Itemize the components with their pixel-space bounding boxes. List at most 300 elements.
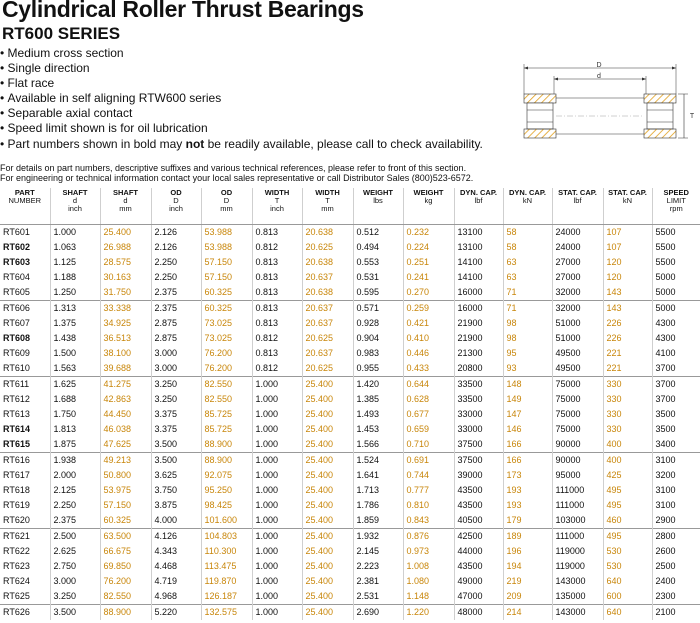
column-header-line: lbf <box>474 196 483 205</box>
table-cell: 113.475 <box>201 559 252 574</box>
table-cell: 1.566 <box>353 437 403 453</box>
table-cell: 0.813 <box>252 316 302 331</box>
column-header <box>50 188 100 225</box>
table-cell: 111000 <box>552 498 603 513</box>
column-header <box>454 188 503 225</box>
table-cell: 25.400 <box>302 453 353 469</box>
table-cell: 143 <box>603 301 652 317</box>
column-header <box>353 188 403 225</box>
table-cell: 20.637 <box>302 316 353 331</box>
table-cell: 25.400 <box>302 529 353 545</box>
table-row <box>0 589 700 605</box>
table-row <box>0 605 700 621</box>
table-cell: 0.955 <box>353 361 403 377</box>
table-cell: 119000 <box>552 559 603 574</box>
table-cell: 2.126 <box>151 225 201 241</box>
table-cell: 4300 <box>655 318 676 328</box>
table-cell: 20.625 <box>302 240 353 255</box>
feature-item: • Flat race <box>0 76 221 91</box>
table-cell: 111000 <box>552 529 603 545</box>
table-cell: 495 <box>603 483 652 498</box>
table-cell: 3.500 <box>50 605 100 621</box>
table-cell: 3100 <box>655 485 676 495</box>
table-cell: 221 <box>603 361 652 377</box>
column-header-line: WEIGHT <box>363 188 393 197</box>
table-cell: 425 <box>603 468 652 483</box>
table-cell: 3.000 <box>50 574 100 589</box>
table-cell: 36.513 <box>100 331 151 346</box>
column-header-line: LIMIT <box>666 196 686 205</box>
availability-text-post: be readily available, please call to check availability. <box>204 137 483 151</box>
part-number-cell: RT610 <box>0 361 50 377</box>
table-cell: 107 <box>603 240 652 255</box>
part-number-cell: RT613 <box>0 407 50 422</box>
table-cell: 2.875 <box>151 316 201 331</box>
table-cell: 0.224 <box>403 240 454 255</box>
part-number-cell: RT625 <box>0 589 50 605</box>
column-header-line: rpm <box>669 204 683 213</box>
table-cell: 3700 <box>655 363 676 373</box>
table-cell: 82.550 <box>201 392 252 407</box>
table-cell: 640 <box>603 605 652 621</box>
table-cell: 3100 <box>655 500 676 510</box>
table-cell: 1.063 <box>50 240 100 255</box>
table-cell: 2.145 <box>353 544 403 559</box>
table-cell: 0.595 <box>353 285 403 301</box>
table-cell: 1.625 <box>50 377 100 393</box>
table-row <box>0 407 700 422</box>
table-cell: 0.744 <box>403 468 454 483</box>
table-cell: 2.223 <box>353 559 403 574</box>
table-cell: 600 <box>603 589 652 605</box>
part-number-cell: RT616 <box>0 453 50 469</box>
part-number-cell: RT620 <box>0 513 50 529</box>
table-cell: 2600 <box>655 546 676 556</box>
column-header <box>252 188 302 225</box>
table-cell: 166 <box>503 453 552 469</box>
table-cell: 1.524 <box>353 453 403 469</box>
table-cell: 0.691 <box>403 453 454 469</box>
table-cell: 3.375 <box>151 407 201 422</box>
part-number-cell: RT621 <box>0 529 50 545</box>
part-number-cell: RT612 <box>0 392 50 407</box>
column-header <box>503 188 552 225</box>
table-cell: 0.677 <box>403 407 454 422</box>
table-cell: 0.813 <box>252 255 302 270</box>
table-cell: 0.251 <box>403 255 454 270</box>
table-cell: 103000 <box>552 513 603 529</box>
table-cell: 21900 <box>454 316 503 331</box>
table-cell: 1.000 <box>252 589 302 605</box>
table-cell: 330 <box>603 392 652 407</box>
table-cell: 1.000 <box>252 407 302 422</box>
table-cell: 120 <box>603 255 652 270</box>
table-cell: 1.250 <box>50 285 100 301</box>
table-cell: 95000 <box>552 468 603 483</box>
table-cell: 4.468 <box>151 559 201 574</box>
table-cell: 3.250 <box>50 589 100 605</box>
table-cell: 0.410 <box>403 331 454 346</box>
column-header-line: inch <box>169 204 183 213</box>
feature-item: • Separable axial contact <box>0 106 221 121</box>
table-cell: 193 <box>503 498 552 513</box>
details-line: For details on part numbers, descriptive suffixes and various technical references, please refer to front of this section. <box>0 163 467 173</box>
table-cell: 5500 <box>655 242 676 252</box>
table-cell: 37500 <box>454 453 503 469</box>
table-cell: 0.928 <box>353 316 403 331</box>
feature-item: • Speed limit shown is for oil lubrication <box>0 121 221 136</box>
feature-item: • Available in self aligning RTW600 series <box>0 91 221 106</box>
table-cell: 3400 <box>655 439 676 449</box>
table-cell: 1.000 <box>252 392 302 407</box>
table-cell: 39000 <box>454 468 503 483</box>
table-row <box>0 513 700 529</box>
column-header-line: T <box>274 196 280 205</box>
table-cell: 38.100 <box>100 346 151 361</box>
table-cell: 0.973 <box>403 544 454 559</box>
table-cell: 1.932 <box>353 529 403 545</box>
table-row <box>0 422 700 437</box>
table-row <box>0 377 700 393</box>
column-header <box>302 188 353 225</box>
table-cell: 1.000 <box>252 559 302 574</box>
table-cell: 57.150 <box>201 255 252 270</box>
table-cell: 119000 <box>552 544 603 559</box>
table-cell: 49500 <box>552 346 603 361</box>
table-cell: 13100 <box>454 225 503 241</box>
table-cell: 14100 <box>454 255 503 270</box>
column-header-line: kN <box>622 196 633 205</box>
column-header-line: SPEED <box>663 188 689 197</box>
part-number-cell: RT619 <box>0 498 50 513</box>
table-cell: 2.375 <box>151 285 201 301</box>
table-cell: 1.148 <box>403 589 454 605</box>
table-cell: 0.904 <box>353 331 403 346</box>
table-row <box>0 468 700 483</box>
table-cell: 33000 <box>454 422 503 437</box>
table-cell: 143000 <box>552 605 603 621</box>
column-header-line: WIDTH <box>315 188 340 197</box>
column-header-line: lbs <box>373 196 383 205</box>
details-line: For engineering or technical information contact your local sales representative or call Distributor Sales (800)523-6572. <box>0 173 474 183</box>
table-cell: 75000 <box>552 377 603 393</box>
table-cell: 1.000 <box>252 498 302 513</box>
table-cell: 25.400 <box>302 574 353 589</box>
table-cell: 25.400 <box>302 392 353 407</box>
table-cell: 58 <box>503 225 552 241</box>
table-cell: 2.750 <box>50 559 100 574</box>
table-cell: 20.637 <box>302 270 353 285</box>
table-cell: 1.000 <box>252 574 302 589</box>
table-cell: 47.625 <box>100 437 151 453</box>
table-cell: 73.025 <box>201 331 252 346</box>
column-header-line: WIDTH <box>264 188 290 197</box>
column-header-line: D <box>223 196 230 205</box>
table-cell: 85.725 <box>201 422 252 437</box>
table-cell: 42.863 <box>100 392 151 407</box>
table-cell: 226 <box>603 331 652 346</box>
column-header-line: WEIGHT <box>413 188 444 197</box>
table-cell: 2.126 <box>151 240 201 255</box>
table-cell: 1.000 <box>252 468 302 483</box>
table-cell: 49000 <box>454 574 503 589</box>
table-cell: 25.400 <box>302 407 353 422</box>
table-cell: 60.325 <box>201 285 252 301</box>
column-header-line: SHAFT <box>113 188 138 197</box>
table-cell: 189 <box>503 529 552 545</box>
table-cell: 495 <box>603 529 652 545</box>
table-cell: 47000 <box>454 589 503 605</box>
table-cell: 75000 <box>552 422 603 437</box>
page-title: Cylindrical Roller Thrust Bearings <box>2 0 364 22</box>
table-cell: 1.000 <box>252 544 302 559</box>
column-header-line: STAT. CAP. <box>558 188 597 197</box>
table-cell: 20.637 <box>302 346 353 361</box>
table-cell: 4.000 <box>151 513 201 529</box>
table-cell: 0.659 <box>403 422 454 437</box>
table-cell: 3500 <box>655 409 676 419</box>
table-cell: 0.812 <box>252 361 302 377</box>
table-cell: 88.900 <box>100 605 151 621</box>
series-title: RT600 SERIES <box>2 24 121 43</box>
column-header <box>403 188 454 225</box>
table-cell: 26.988 <box>100 240 151 255</box>
part-number-cell: RT609 <box>0 346 50 361</box>
part-number-cell: RT603 <box>0 255 50 270</box>
table-cell: 25.400 <box>302 377 353 393</box>
table-cell: 640 <box>603 574 652 589</box>
table-cell: 1.750 <box>50 407 100 422</box>
table-cell: 57.150 <box>100 498 151 513</box>
table-cell: 1.000 <box>252 453 302 469</box>
part-number-cell: RT618 <box>0 483 50 498</box>
table-cell: 75000 <box>552 392 603 407</box>
table-cell: 3.625 <box>151 468 201 483</box>
table-cell: 135000 <box>552 589 603 605</box>
table-cell: 3700 <box>652 377 700 393</box>
width-label: T <box>689 113 695 120</box>
column-header-line: STAT. CAP. <box>608 188 647 197</box>
table-cell: 1.000 <box>252 422 302 437</box>
column-header <box>552 188 603 225</box>
table-cell: 1.688 <box>50 392 100 407</box>
table-cell: 1.385 <box>353 392 403 407</box>
table-cell: 30.163 <box>100 270 151 285</box>
table-cell: 63.500 <box>100 529 151 545</box>
table-header-row <box>0 188 700 225</box>
table-cell: 25.400 <box>302 468 353 483</box>
table-cell: 110.300 <box>201 544 252 559</box>
table-cell: 4100 <box>655 348 676 358</box>
table-cell: 71 <box>503 285 552 301</box>
column-header-line: DYN. CAP. <box>509 188 546 197</box>
bearing-spec-table <box>0 188 700 620</box>
table-cell: 48000 <box>454 605 503 621</box>
part-number-cell: RT604 <box>0 270 50 285</box>
table-row <box>0 483 700 498</box>
column-header-line: SHAFT <box>62 188 88 197</box>
table-cell: 88.900 <box>201 453 252 469</box>
table-cell: 104.803 <box>201 529 252 545</box>
table-cell: 0.813 <box>252 270 302 285</box>
table-cell: 90000 <box>552 453 603 469</box>
table-cell: 20.625 <box>302 361 353 377</box>
table-cell: 1.008 <box>403 559 454 574</box>
availability-note <box>0 137 483 151</box>
column-header-line: T <box>325 196 330 205</box>
table-cell: 53.975 <box>100 483 151 498</box>
table-cell: 0.421 <box>403 316 454 331</box>
table-cell: 82.550 <box>201 377 252 393</box>
column-header-line: D <box>173 196 179 205</box>
table-cell: 25.400 <box>302 513 353 529</box>
table-cell: 25.400 <box>302 589 353 605</box>
table-cell: 0.232 <box>403 225 454 241</box>
part-number-cell: RT601 <box>0 225 50 241</box>
table-cell: 120 <box>603 270 652 285</box>
part-number-cell: RT606 <box>0 301 50 317</box>
table-cell: 147 <box>503 407 552 422</box>
table-cell: 4.126 <box>151 529 201 545</box>
column-header <box>603 188 652 225</box>
part-number-cell: RT611 <box>0 377 50 393</box>
table-cell: 28.575 <box>100 255 151 270</box>
table-cell: 1.000 <box>252 529 302 545</box>
availability-text-pre: Part numbers shown in bold may <box>7 137 186 151</box>
table-cell: 93 <box>503 361 552 377</box>
table-cell: 173 <box>503 468 552 483</box>
table-cell: 3.000 <box>151 361 201 377</box>
column-header <box>201 188 252 225</box>
table-cell: 1.420 <box>353 377 403 393</box>
table-cell: 31.750 <box>100 285 151 301</box>
table-cell: 82.550 <box>100 589 151 605</box>
table-cell: 98 <box>503 316 552 331</box>
table-cell: 5000 <box>652 301 700 317</box>
table-cell: 88.900 <box>201 437 252 453</box>
table-cell: 4.343 <box>151 544 201 559</box>
column-header-line: d <box>72 196 78 205</box>
part-number-cell: RT626 <box>0 605 50 621</box>
table-cell: 3200 <box>655 470 676 480</box>
table-cell: 3.375 <box>151 422 201 437</box>
part-number-cell: RT615 <box>0 437 50 453</box>
table-cell: 25.400 <box>302 483 353 498</box>
table-cell: 90000 <box>552 437 603 453</box>
part-number-cell: RT602 <box>0 240 50 255</box>
table-cell: 42500 <box>454 529 503 545</box>
table-cell: 221 <box>603 346 652 361</box>
table-cell: 33.338 <box>100 301 151 317</box>
column-header <box>652 188 700 225</box>
table-cell: 0.876 <box>403 529 454 545</box>
table-cell: 51000 <box>552 316 603 331</box>
table-cell: 0.241 <box>403 270 454 285</box>
table-cell: 1.000 <box>252 437 302 453</box>
table-cell: 2.381 <box>353 574 403 589</box>
table-row <box>0 346 700 361</box>
table-cell: 3100 <box>652 453 700 469</box>
table-row <box>0 453 700 469</box>
table-cell: 49500 <box>552 361 603 377</box>
table-cell: 33500 <box>454 392 503 407</box>
table-cell: 1.500 <box>50 346 100 361</box>
feature-list <box>0 46 221 136</box>
table-cell: 20.625 <box>302 331 353 346</box>
table-cell: 2900 <box>655 515 676 525</box>
column-header-line: kg <box>424 196 433 205</box>
table-cell: 92.075 <box>201 468 252 483</box>
table-cell: 4.719 <box>151 574 201 589</box>
table-row <box>0 529 700 545</box>
table-cell: 2.375 <box>151 301 201 317</box>
table-cell: 460 <box>603 513 652 529</box>
table-cell: 1.000 <box>252 377 302 393</box>
table-cell: 330 <box>603 422 652 437</box>
table-cell: 16000 <box>454 301 503 317</box>
table-cell: 63 <box>503 255 552 270</box>
table-cell: 76.200 <box>201 361 252 377</box>
table-row <box>0 301 700 317</box>
table-cell: 1.313 <box>50 301 100 317</box>
column-header-line: NUMBER <box>8 196 41 205</box>
table-cell: 126.187 <box>201 589 252 605</box>
table-cell: 0.259 <box>403 301 454 317</box>
table-cell: 27000 <box>552 255 603 270</box>
table-cell: 25.400 <box>302 437 353 453</box>
table-cell: 98.425 <box>201 498 252 513</box>
table-cell: 1.375 <box>50 316 100 331</box>
part-number-cell: RT614 <box>0 422 50 437</box>
table-cell: 3.250 <box>151 377 201 393</box>
table-cell: 2.690 <box>353 605 403 621</box>
table-row <box>0 392 700 407</box>
table-cell: 0.843 <box>403 513 454 529</box>
table-cell: 2.375 <box>50 513 100 529</box>
table-cell: 60.325 <box>100 513 151 529</box>
table-cell: 149 <box>503 392 552 407</box>
table-cell: 179 <box>503 513 552 529</box>
table-cell: 95 <box>503 346 552 361</box>
table-cell: 43500 <box>454 498 503 513</box>
table-cell: 57.150 <box>201 270 252 285</box>
column-header-line: inch <box>270 204 284 213</box>
table-cell: 41.275 <box>100 377 151 393</box>
table-row <box>0 498 700 513</box>
table-cell: 43500 <box>454 483 503 498</box>
table-cell: 25.400 <box>302 498 353 513</box>
table-row <box>0 270 700 285</box>
table-cell: 32000 <box>552 285 603 301</box>
table-cell: 95.250 <box>201 483 252 498</box>
table-row <box>0 544 700 559</box>
table-cell: 20.637 <box>302 301 353 317</box>
table-row <box>0 285 700 301</box>
table-cell: 2.250 <box>151 270 201 285</box>
table-cell: 0.446 <box>403 346 454 361</box>
table-cell: 4.968 <box>151 589 201 605</box>
table-cell: 1.938 <box>50 453 100 469</box>
column-header-line: mm <box>119 204 132 213</box>
table-cell: 495 <box>603 498 652 513</box>
column-header-line: PART <box>14 188 35 197</box>
table-cell: 0.810 <box>403 498 454 513</box>
table-cell: 1.453 <box>353 422 403 437</box>
table-cell: 1.000 <box>252 513 302 529</box>
table-cell: 3.500 <box>151 437 201 453</box>
table-cell: 3.500 <box>151 453 201 469</box>
table-cell: 3.250 <box>151 392 201 407</box>
